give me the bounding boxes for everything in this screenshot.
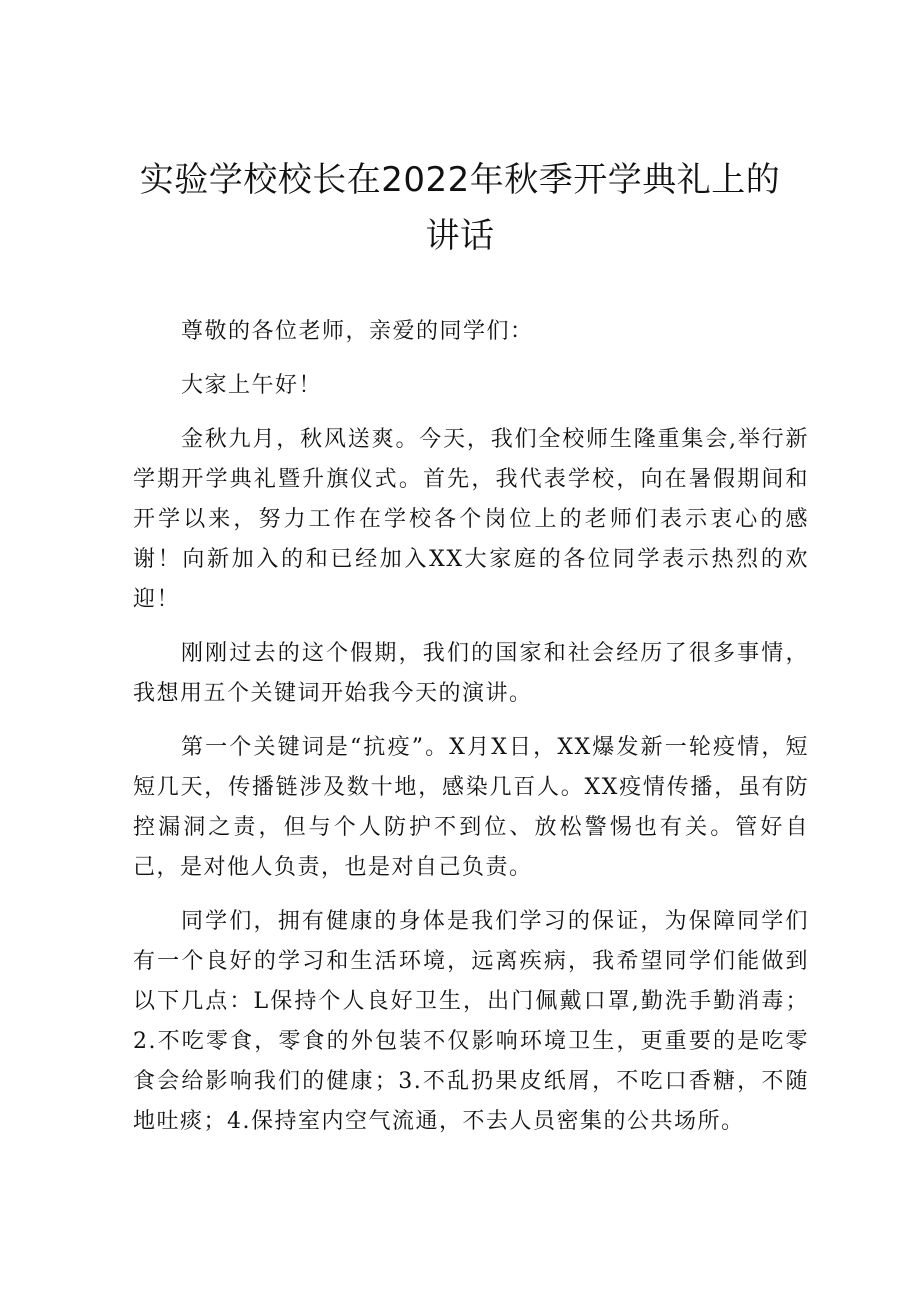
title-line-1: 实验学校校长在2022年秋季开学典礼上的 (139, 160, 781, 200)
greeting-paragraph: 大家上午好！ (181, 373, 323, 398)
document-title (60, 152, 860, 264)
opening-paragraph: 金秋九月，秋风送爽。今天，我们全校师生隆重集会,举行新学期开学典礼暨升旗仪式。首先，我代表学校，向在暑假期间和开学以来，努力工作在学校各个岗位上的老师们表示衷心的感谢！向新加入的和已经加入XX大家庭的各位同学表示热烈的欢迎！ (133, 427, 809, 612)
keywords-intro-paragraph: 刚刚过去的这个假期，我们的国家和社会经历了很多事情，我想用五个关键词开始我今天的演讲。 (133, 641, 809, 706)
title-line-2: 讲话 (425, 216, 495, 256)
health-advice-paragraph: 同学们，拥有健康的身体是我们学习的保证，为保障同学们有一个良好的学习和生活环境，远离疾病，我希望同学们能做到以下几点：L保持个人良好卫生，出门佩戴口罩,勤洗手勤消毒；2.不吃零食，零食的外包装不仅影响环境卫生，更重要的是吃零食会给影响我们的健康；3.不乱扔果皮纸屑，不吃口香糖，不随地吐痰；4.保持室内空气流通，不去人员密集的公共场所。 (133, 909, 809, 1134)
first-keyword-paragraph: 第一个关键词是“抗疫”。X月X日，XX爆发新一轮疫情，短短几天，传播链涉及数十地，感染几百人。XX疫情传播，虽有防控漏洞之责，但与个人防护不到位、放松警惕也有关。管好自己，是对他人负责，也是对自己负责。 (133, 735, 809, 880)
salutation-paragraph: 尊敬的各位老师，亲爱的同学们： (181, 319, 534, 344)
document-body (133, 312, 809, 1156)
